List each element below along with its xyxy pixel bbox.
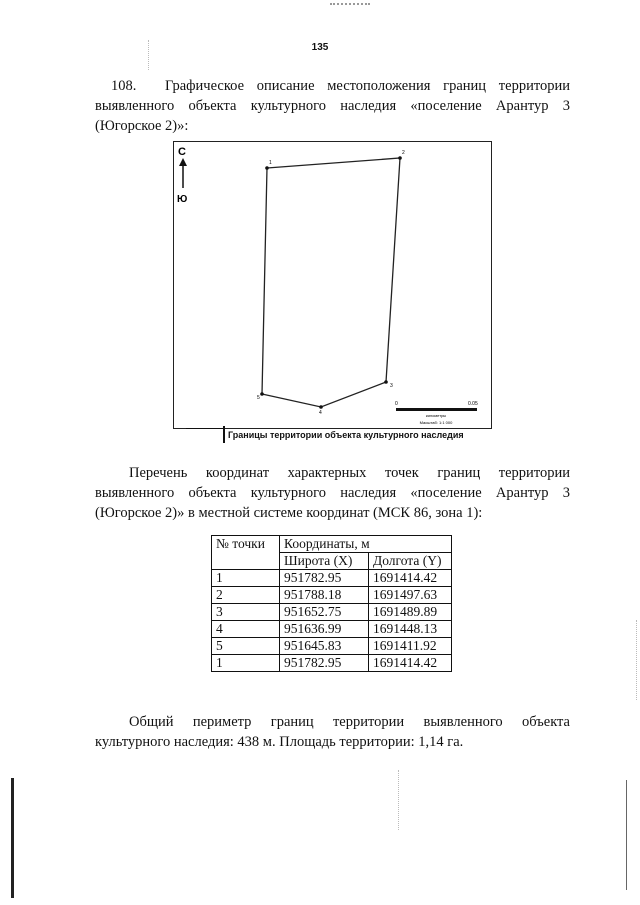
summary (95, 712, 570, 752)
cell-x: 951782.95 (280, 655, 369, 672)
arrow-head-icon (179, 158, 187, 166)
coords-intro (95, 463, 570, 523)
coords-intro-line-2: выявленного объекта культурного наследия «поселение Арантур 3 (95, 485, 570, 501)
table-row (212, 655, 452, 672)
scale-bar (396, 408, 477, 411)
boundary-polygon (262, 158, 400, 407)
summary-line-2: культурного наследия: 438 м. Площадь территории: 1,14 га. (95, 734, 464, 750)
summary-line-1: Общий периметр границ территории выявленного объекта (129, 714, 570, 730)
coordinates-table (211, 535, 452, 672)
header-point: № точки (212, 536, 280, 570)
scan-artifact (636, 620, 637, 700)
scale-start: 0 (395, 401, 398, 407)
boundary-map (173, 141, 492, 429)
header-lon: Долгота (Y) (369, 553, 452, 570)
table-header-row (212, 536, 452, 553)
cell-y: 1691414.42 (369, 655, 452, 672)
cell-point: 1 (212, 570, 280, 587)
table-row (212, 587, 452, 604)
cell-x: 951652.75 (280, 604, 369, 621)
north-label: С (178, 146, 186, 158)
table-row (212, 621, 452, 638)
table-row (212, 604, 452, 621)
scale-text: Масштаб: 1:1 000 (419, 420, 453, 425)
cell-x: 951788.18 (280, 587, 369, 604)
heading-line-2: выявленного объекта культурного наследия «поселение Арантур 3 (95, 98, 570, 114)
table-row (212, 570, 452, 587)
cell-y: 1691411.92 (369, 638, 452, 655)
scan-edge-mark (11, 778, 14, 898)
boundary-map-svg (174, 142, 491, 428)
vertex-3 (384, 380, 388, 384)
south-label: Ю (177, 194, 188, 205)
heading-line-1: Графическое описание местоположения границ территории (165, 78, 570, 94)
header-lat: Широта (X) (280, 553, 369, 570)
cell-point: 3 (212, 604, 280, 621)
vertex-label-2: 2 (402, 150, 405, 156)
coords-intro-line-1: Перечень координат характерных точек границ территории (129, 465, 570, 481)
cell-y: 1691489.89 (369, 604, 452, 621)
cell-point: 4 (212, 621, 280, 638)
vertex-4 (319, 405, 323, 409)
cell-y: 1691414.42 (369, 570, 452, 587)
vertex-2 (398, 156, 402, 160)
cell-point: 1 (212, 655, 280, 672)
vertex-label-1: 1 (269, 160, 272, 166)
cell-x: 951645.83 (280, 638, 369, 655)
cell-point: 2 (212, 587, 280, 604)
legend-label: Границы территории объекта культурного наследия (228, 430, 464, 440)
table-row (212, 638, 452, 655)
scale-end: 0.05 (468, 401, 478, 407)
cell-x: 951636.99 (280, 621, 369, 638)
vertex-label-5: 5 (257, 395, 260, 401)
scan-artifact (148, 40, 149, 70)
legend-line-icon (186, 428, 223, 429)
scale-unit: километры (425, 413, 447, 418)
map-legend (186, 426, 464, 443)
cell-x: 951782.95 (280, 570, 369, 587)
section-heading (95, 76, 570, 136)
vertex-label-4: 4 (319, 410, 322, 416)
page-number: 135 (311, 42, 329, 53)
scan-artifact (398, 770, 399, 830)
heading-line-3: (Югорское 2)»: (95, 118, 189, 134)
vertex-label-3: 3 (390, 383, 393, 389)
coords-intro-line-3: (Югорское 2)» в местной системе координат (МСК 86, зона 1): (95, 505, 483, 521)
vertex-5 (260, 392, 264, 396)
legend-tick (223, 426, 225, 443)
cell-y: 1691448.13 (369, 621, 452, 638)
cell-y: 1691497.63 (369, 587, 452, 604)
header-coords: Координаты, м (280, 536, 452, 553)
cell-point: 5 (212, 638, 280, 655)
vertex-1 (265, 166, 269, 170)
scan-edge-mark (626, 780, 627, 890)
scan-artifact (330, 3, 370, 8)
section-number: 108. (111, 78, 137, 94)
